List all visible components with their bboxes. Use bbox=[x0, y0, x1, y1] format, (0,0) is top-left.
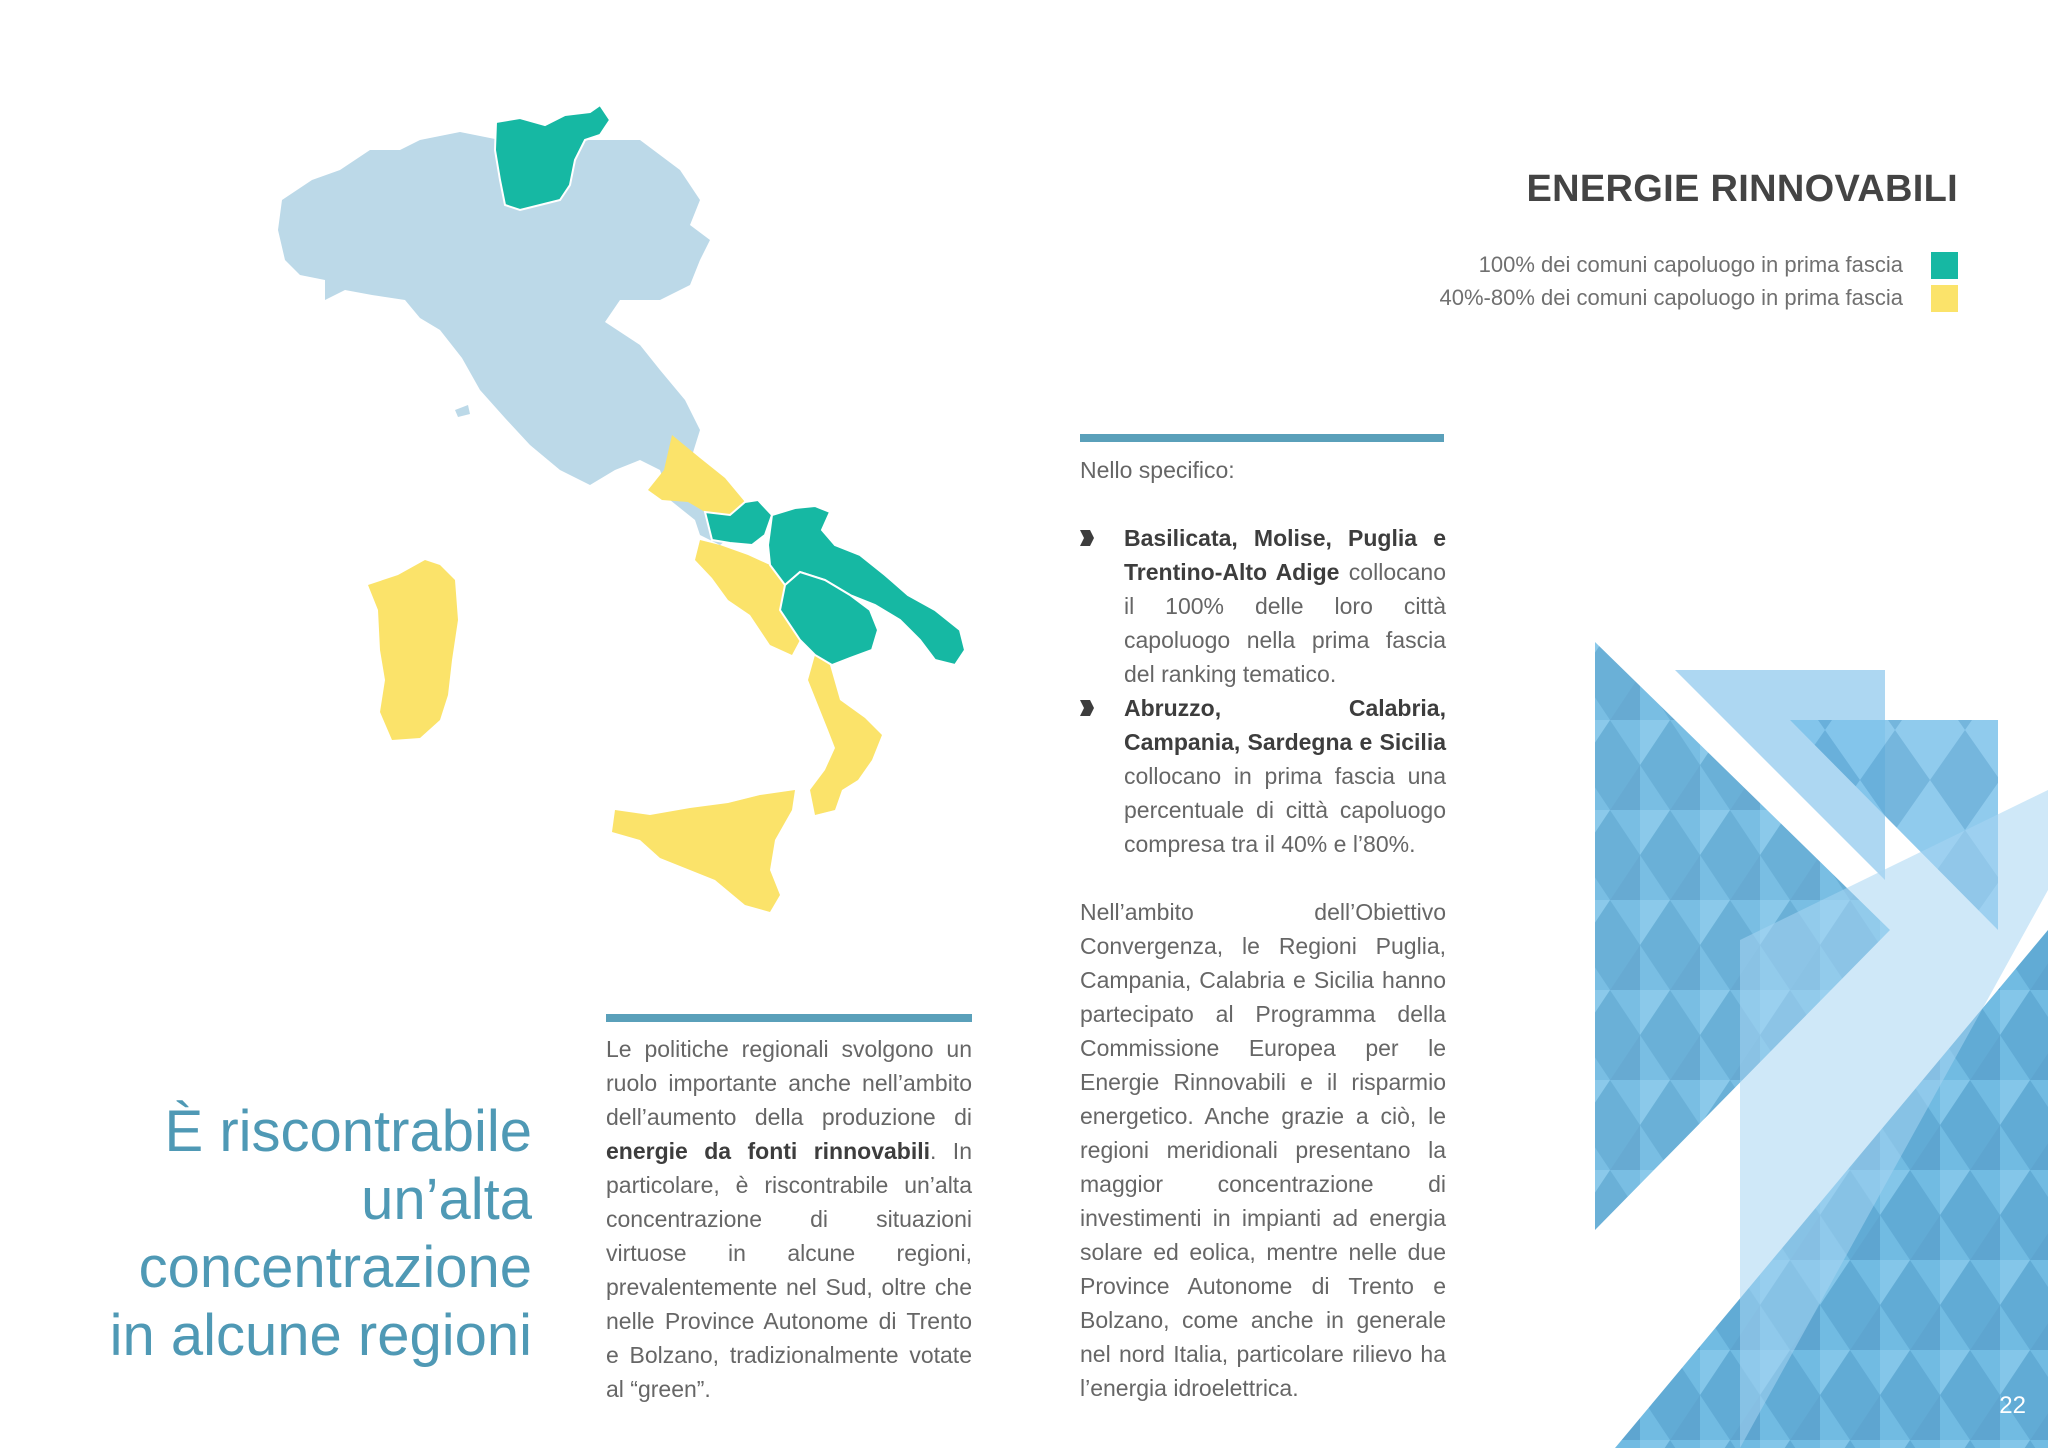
bullet-list bbox=[1080, 521, 1446, 861]
paragraph-bold-text: energie da fonti rinnovabili bbox=[606, 1138, 930, 1164]
heading-line: un’alta bbox=[361, 1167, 532, 1232]
legend-swatch-teal bbox=[1931, 252, 1958, 279]
paragraph-text: . In particolare, è riscontrabile un’alta concentrazione di situazioni virtuose in alcune regioni, prevalentemente nel Sud, oltre che nelle Province Autonome di Trento e Bolzano, tradizionalmente votate al “green”. bbox=[606, 1138, 972, 1402]
heading-line: in alcune regioni bbox=[109, 1303, 532, 1368]
intro-text: Nello specifico: bbox=[1080, 457, 1235, 483]
bullet-arrow-icon bbox=[1080, 700, 1094, 716]
map-region-sicilia bbox=[612, 790, 795, 912]
bullet-arrow-icon bbox=[1080, 530, 1094, 546]
bullet-text: collocano in prima fascia una percentuale di città capoluogo compresa tra il 40% e l’80%. bbox=[1124, 763, 1446, 857]
paragraph-text: Le politiche regionali svolgono un ruolo importante anche nell’ambito dell’aumento della produzione di bbox=[606, 1036, 972, 1130]
list-item bbox=[1080, 691, 1446, 861]
page-title: ENERGIE RINNOVABILI bbox=[1526, 168, 1958, 210]
regional-policy-paragraph bbox=[606, 1032, 972, 1406]
section-heading bbox=[110, 1098, 532, 1370]
map-region-calabria bbox=[808, 655, 882, 815]
map-elba bbox=[455, 405, 470, 417]
legend-label: 40%-80% dei comuni capoluogo in prima fascia bbox=[1439, 285, 1903, 310]
heading-line: concentrazione bbox=[138, 1235, 532, 1300]
heading-line: È riscontrabile bbox=[164, 1099, 532, 1164]
italy-regions-map bbox=[260, 95, 1000, 925]
bullet-bold-text: Abruzzo, Calabria, Campania, Sardegna e Sicilia bbox=[1124, 695, 1446, 755]
column-rule-left bbox=[606, 1014, 972, 1022]
bullet-bold-text: Basilicata, Molise, Puglia e Trentino-Alto Adige bbox=[1124, 525, 1446, 585]
column-rule-right bbox=[1080, 434, 1444, 442]
legend-item-teal bbox=[1479, 250, 1958, 280]
map-region-sardegna bbox=[368, 560, 458, 740]
legend-swatch-yellow bbox=[1931, 285, 1958, 312]
convergence-paragraph: Nell’ambito dell’Obiettivo Convergenza, le Regioni Puglia, Campania, Calabria e Sicilia hanno partecipato al Programma della Commissione Europea per le Energie Rinnovabili e il risparmio energetico. Anche grazie a ciò, le regioni meridionali presentano la maggior concentrazione di investimenti in impianti ad energia solare ed eolica, mentre nelle due Province Autonome di Trento e Bolzano, come anche in generale nel nord Italia, particolare rilievo ha l’energia idroelettrica. bbox=[1080, 899, 1446, 1401]
decorative-triangles bbox=[1580, 630, 2048, 1448]
bullet-text: collocano il 100% delle loro città capoluogo nella prima fascia del ranking tematico. bbox=[1124, 559, 1446, 687]
list-item bbox=[1080, 521, 1446, 691]
legend-label: 100% dei comuni capoluogo in prima fascia bbox=[1478, 252, 1903, 277]
page-number: 22 bbox=[1999, 1392, 2026, 1419]
legend-item-yellow bbox=[1440, 283, 1958, 313]
